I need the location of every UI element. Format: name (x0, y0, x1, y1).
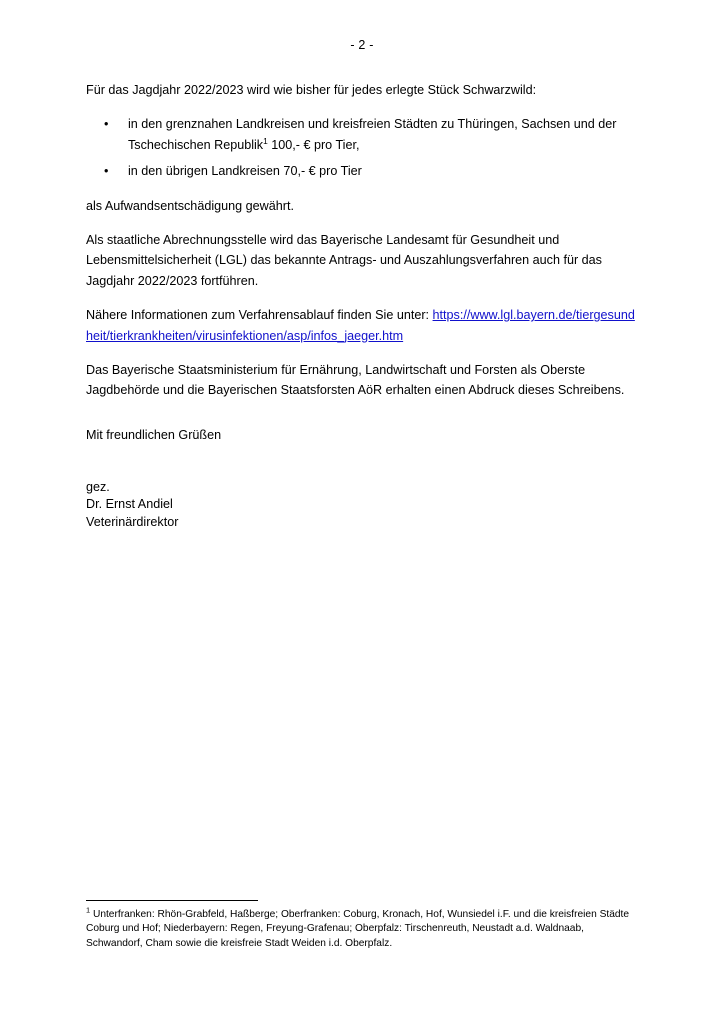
bullet-glyph: • (104, 164, 109, 179)
bullet-glyph: • (104, 117, 109, 132)
list-item-text: in den grenznahen Landkreisen und kreisfreien Städten zu Thüringen, Sachsen und der Tschechischen Republik (128, 117, 617, 152)
paragraph-intro: Für das Jagdjahr 2022/2023 wird wie bisher für jedes erlegte Stück Schwarzwild: (86, 83, 537, 97)
paragraph-abdruck: Das Bayerische Staatsministerium für Ernährung, Landwirtschaft und Forsten als Oberste Jagdbehörde und die Bayerischen Staatsforsten AöR erhalten einen Abdruck dieses Schreibens. (86, 362, 625, 398)
signature-gez: gez. (86, 480, 110, 495)
closing-greeting: Mit freundlichen Grüßen (86, 427, 222, 442)
paragraph-info (86, 305, 638, 346)
document-body (86, 80, 638, 531)
footnote-content (86, 905, 638, 951)
signature-name: Dr. Ernst Andiel (86, 497, 173, 512)
paragraph-after-bullets: als Aufwandsentschädigung gewährt. (86, 198, 294, 213)
lgl-info-link[interactable]: https://www.lgl.bayern.de/tiergesundheit/tierkrankheiten/virusinfektionen/asp/infos_jaeger.htm (86, 308, 635, 343)
info-prefix-text: Nähere Informationen zum Verfahrensablauf finden Sie unter: (86, 308, 433, 323)
list-item-text-suffix: 100,- € pro Tier, (267, 137, 360, 152)
signature-title: Veterinärdirektor (86, 514, 179, 529)
bullet-list (86, 114, 638, 181)
footnote-body: Unterfranken: Rhön-Grabfeld, Haßberge; Oberfranken: Coburg, Kronach, Hof, Wunsiedel i.F. und die kreisfreien Städte Coburg und Hof; Niederbayern: Regen, Freyung-Grafenau; Oberpfalz: Tirschenreuth, Neustadt a.d. Waldnaab, Schwandorf, Cham sowie die kreisfreie Stadt Weiden i.d. Oberpfalz. (86, 909, 630, 949)
list-item-text: in den übrigen Landkreisen 70,- € pro Tier (128, 164, 362, 179)
footnote-marker: 1 (263, 135, 268, 146)
list-item (86, 114, 638, 155)
footnote-number: 1 (86, 905, 91, 915)
footnote-separator (86, 900, 258, 901)
list-item (86, 161, 638, 181)
signature-block (86, 479, 638, 531)
footnote-area (86, 900, 638, 951)
page-number: - 2 - (350, 38, 374, 52)
paragraph-lgl: Als staatliche Abrechnungsstelle wird das Bayerische Landesamt für Gesundheit und Lebensmittelsicherheit (LGL) das bekannte Antrags- und Auszahlungsverfahren auch für das Jagdjahr 2022/2023 fortführen. (86, 232, 602, 288)
